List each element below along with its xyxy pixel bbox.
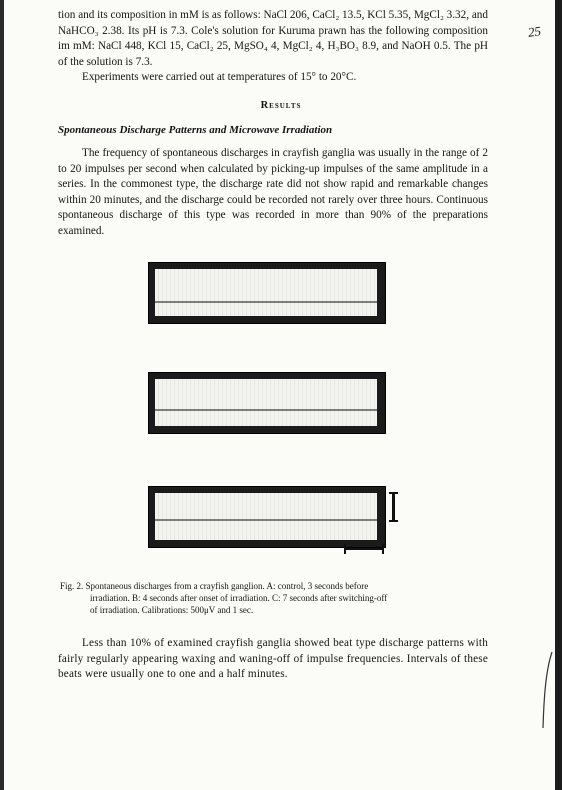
- trace-a: [148, 262, 386, 324]
- figure-caption: [60, 580, 480, 616]
- paragraph-temperature: Experiments were carried out at temperatures of 15° to 20°C.: [82, 71, 357, 83]
- trace-a-recording: [155, 269, 377, 316]
- paragraph-beat-type: Less than 10% of examined crayfish ganglia showed beat type discharge patterns with fairly regularly appearing waxing and waning-off of impulse frequencies. Intervals of these beats were usually one to one and a half minutes.: [58, 637, 488, 680]
- section-heading: Results: [260, 100, 302, 111]
- trace-b-recording: [155, 379, 377, 426]
- page-number: 25: [526, 23, 542, 40]
- caption-line-3: of irradiation. Calibrations: 500μV and 1 sec.: [90, 605, 254, 615]
- paragraph-discharge-frequency: The frequency of spontaneous discharges in crayfish ganglia was usually in the range of 2 to 20 impulses per second when calculated by picking-up impulses of the same amplitude in a series. In the commonest type, the discharge rate did not show rapid and remarkable changes within 20 minutes, and the discharge could be recorded not rarely over three hours. Continuous spontaneous discharge of this type was recorded in more than 90% of the preparations examined.: [58, 147, 488, 237]
- trace-c: [148, 486, 386, 548]
- scan-edge-right: [555, 0, 562, 790]
- caption-line-2: irradiation. B: 4 seconds after onset of irradiation. C: 7 seconds after switching-off: [90, 593, 388, 603]
- trace-a-signal: [155, 301, 377, 303]
- voltage-calibration-bar: [392, 492, 395, 522]
- paragraph-solutions: tion and its composition in mM is as follows: NaCl 206, CaCl₂ 13.5, KCl 5.35, MgCl₂ 3.32, and NaHCO₃ 2.38. Its pH is 7.3. Cole's solution for Kuruma prawn has the following composition im mM: NaCl 448, KCl 15, CaCl₂ 25, MgSO₄ 4, MgCl₂ 4, H₃BO₃ 8.9, and NaOH 0.5. The pH of the solution is 7.3.: [58, 9, 488, 68]
- caption-line-1: Fig. 2. Spontaneous discharges from a crayfish ganglion. A: control, 3 seconds before: [60, 581, 369, 591]
- margin-pencil-mark: [540, 650, 556, 730]
- subsection-heading: Spontaneous Discharge Patterns and Microwave Irradiation: [58, 124, 333, 136]
- trace-b: [148, 372, 386, 434]
- trace-c-signal: [155, 519, 377, 521]
- scan-edge-left: [0, 0, 4, 790]
- time-calibration-bar: [344, 548, 384, 550]
- trace-c-recording: [155, 493, 377, 540]
- trace-b-signal: [155, 409, 377, 411]
